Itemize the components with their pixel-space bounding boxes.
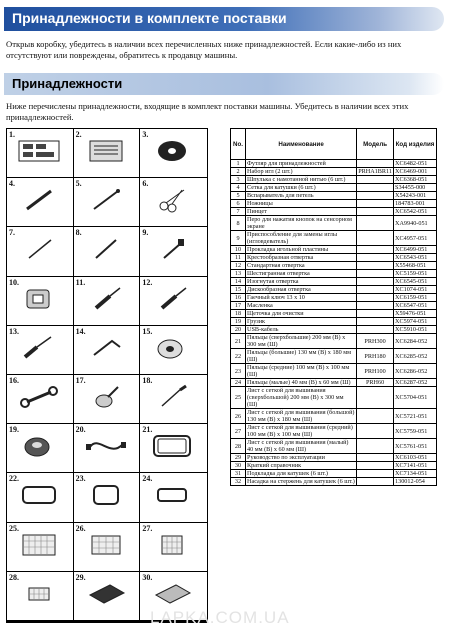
accessory-cell-9 <box>140 227 207 276</box>
cell-number: 4 <box>231 184 246 192</box>
cell-code: XC6368-051 <box>394 176 437 184</box>
table-row <box>231 387 437 409</box>
cell-model <box>357 200 394 208</box>
table-row <box>231 302 437 310</box>
cell-name: Набор игл (2 шт.) <box>246 168 357 176</box>
quick-reference-icon <box>148 581 196 607</box>
item-number: 2. <box>75 130 82 139</box>
cell-model <box>357 302 394 310</box>
cell-name: USB-кабель <box>246 326 357 334</box>
watermark: LAPKA.COM.UA <box>150 608 290 627</box>
item-number: 5. <box>75 179 82 189</box>
cell-name: Лист с сеткой для вышивания (большой) 130 мм (В) x 180 мм (Ш) <box>246 409 357 424</box>
cell-code: 184783-001 <box>394 200 437 208</box>
cell-number: 14 <box>231 278 246 286</box>
accessory-cell-18 <box>140 375 207 424</box>
accessory-cell-29 <box>74 572 141 621</box>
table-row <box>231 262 437 270</box>
table-row <box>231 278 437 286</box>
table-row <box>231 318 437 326</box>
cell-number: 3 <box>231 176 246 184</box>
cell-number: 6 <box>231 200 246 208</box>
cell-number: 16 <box>231 294 246 302</box>
item-number: 28. <box>9 572 19 582</box>
table-row <box>231 246 437 254</box>
disc-screwdriver-icon <box>148 335 196 361</box>
plate-cover-icon <box>15 286 63 312</box>
accessories-table <box>230 128 437 486</box>
accessory-cell-26 <box>74 523 141 572</box>
cell-name: Лист с сеткой для вышивания (малый) 40 мм (В) x 60 мм (Ш) <box>246 439 357 454</box>
cell-number: 10 <box>231 246 246 254</box>
item-number: 10. <box>9 277 19 287</box>
accessory-cell-16 <box>7 375 74 424</box>
item-number: 12. <box>142 277 153 287</box>
cell-code: XC6482-051 <box>394 160 437 168</box>
cell-number: 15 <box>231 286 246 294</box>
table-header-row <box>231 129 437 160</box>
accessory-cell-22 <box>7 473 74 522</box>
cell-name: Пяльцы (сверхбольшие) 200 мм (В) x 300 мм (Ш) <box>246 334 357 349</box>
cell-code: XC6286-052 <box>394 364 437 379</box>
column-header-number: No. <box>231 129 246 160</box>
cell-name: Вспарыватель для петель <box>246 192 357 200</box>
table-row <box>231 409 437 424</box>
cell-name: Пяльцы (средние) 100 мм (В) x 100 мм (Ш) <box>246 364 357 379</box>
item-number: 7. <box>9 228 15 238</box>
cell-model <box>357 478 394 486</box>
weight-icon <box>15 433 63 459</box>
accessory-case-icon <box>15 138 63 164</box>
table-row <box>231 349 437 364</box>
touch-pen-icon <box>82 236 130 262</box>
cell-code: X54243-001 <box>394 192 437 200</box>
grid-sheet-small-icon <box>15 581 63 607</box>
item-number: 9. <box>142 228 149 238</box>
cell-code: XC6284-052 <box>394 334 437 349</box>
table-row <box>231 286 437 294</box>
accessory-cell-2 <box>74 129 141 178</box>
cell-name: Масленка <box>246 302 357 310</box>
cell-number: 28 <box>231 439 246 454</box>
cell-number: 7 <box>231 208 246 216</box>
title-banner <box>4 7 444 31</box>
grid-sheet-medium-icon <box>148 532 196 558</box>
grid-sheet-extra-large-icon <box>15 532 63 558</box>
hoop-medium-icon <box>82 482 130 508</box>
accessory-cell-11 <box>74 277 141 326</box>
table-row <box>231 160 437 168</box>
cell-number: 21 <box>231 334 246 349</box>
accessory-cell-20 <box>74 424 141 473</box>
hoop-large-icon <box>15 482 63 508</box>
cell-code: XC5721-051 <box>394 409 437 424</box>
item-number: 30. <box>142 572 153 582</box>
usb-cable-icon <box>82 433 130 459</box>
table-row <box>231 192 437 200</box>
cell-code: XC7134-051 <box>394 470 437 478</box>
cell-model <box>357 454 394 462</box>
cell-number: 29 <box>231 454 246 462</box>
table-row <box>231 176 437 184</box>
item-number: 24. <box>142 474 153 484</box>
accessory-cell-21 <box>140 424 207 473</box>
l-shaped-screwdriver-icon <box>82 335 130 361</box>
cell-model: PRH100 <box>357 364 394 379</box>
cell-model <box>357 192 394 200</box>
item-number: 20. <box>75 425 86 435</box>
cell-code: XC6159-051 <box>394 294 437 302</box>
needle-set-icon <box>82 138 130 164</box>
table-row <box>231 364 437 379</box>
cell-model <box>357 176 394 184</box>
cell-name: Пяльцы (большие) 130 мм (В) x 180 мм (Ш) <box>246 349 357 364</box>
cell-code: XC4957-051 <box>394 231 437 246</box>
cell-number: 1 <box>231 160 246 168</box>
table-row <box>231 454 437 462</box>
cell-number: 17 <box>231 302 246 310</box>
cell-model <box>357 278 394 286</box>
item-number: 14. <box>75 326 86 336</box>
cell-model <box>357 254 394 262</box>
cell-code: XC6542-051 <box>394 208 437 216</box>
cell-code: XC6285-052 <box>394 349 437 364</box>
cell-name: Краткий справочник <box>246 462 357 470</box>
item-number: 29. <box>75 572 86 582</box>
cell-name: Лист с сеткой для вышивания (сверхбольшой) 200 мм (В) x 300 мм (Ш) <box>246 387 357 409</box>
accessory-cell-24 <box>140 473 207 522</box>
item-number: 13. <box>9 326 19 336</box>
page-title: Принадлежности в комплекте поставки <box>12 10 287 26</box>
item-number: 1. <box>9 130 15 139</box>
cell-number: 20 <box>231 326 246 334</box>
table-row <box>231 168 437 176</box>
cell-number: 12 <box>231 262 246 270</box>
item-number: 19. <box>9 425 19 435</box>
cell-model <box>357 462 394 470</box>
item-number: 27. <box>142 523 153 533</box>
item-number: 21. <box>142 425 153 435</box>
hex-screwdriver-icon <box>15 335 63 361</box>
accessory-cell-1 <box>7 129 74 178</box>
column-header-code: Код изделия <box>394 129 437 160</box>
cell-model <box>357 318 394 326</box>
cell-code: XC6547-051 <box>394 302 437 310</box>
table-row <box>231 231 437 246</box>
cell-code: XC6103-051 <box>394 454 437 462</box>
cell-number: 19 <box>231 318 246 326</box>
item-number: 3. <box>142 130 149 139</box>
accessory-cell-4 <box>7 178 74 227</box>
table-row <box>231 208 437 216</box>
cell-number: 22 <box>231 349 246 364</box>
manual-icon <box>82 581 130 607</box>
cell-code: XC5159-051 <box>394 270 437 278</box>
cell-model <box>357 184 394 192</box>
table-row <box>231 470 437 478</box>
cell-code: X55468-051 <box>394 262 437 270</box>
table-row <box>231 462 437 470</box>
cell-number: 13 <box>231 270 246 278</box>
table-row <box>231 478 437 486</box>
cell-name: Изогнутая отвертка <box>246 278 357 286</box>
accessory-cell-28 <box>7 572 74 621</box>
cell-code: S34455-000 <box>394 184 437 192</box>
accessory-cell-5 <box>74 178 141 227</box>
cell-model <box>357 310 394 318</box>
accessory-cell-17 <box>74 375 141 424</box>
accessory-cell-15 <box>140 326 207 375</box>
accessory-cell-19 <box>7 424 74 473</box>
cell-model <box>357 160 394 168</box>
cell-number: 18 <box>231 310 246 318</box>
table-row <box>231 216 437 231</box>
cell-number: 30 <box>231 462 246 470</box>
cell-name: Лист с сеткой для вышивания (средний) 100 мм (В) x 100 мм (Ш) <box>246 424 357 439</box>
cell-name: Гаечный ключ 13 x 10 <box>246 294 357 302</box>
accessory-cell-13 <box>7 326 74 375</box>
cell-number: 5 <box>231 192 246 200</box>
hoop-extra-large-icon <box>148 433 196 459</box>
cell-code: XC5761-051 <box>394 439 437 454</box>
needle-changer-icon <box>148 236 196 262</box>
cell-code: XC5910-051 <box>394 326 437 334</box>
cell-model <box>357 286 394 294</box>
cell-name: Шпулька с намотанной нитью (6 шт.) <box>246 176 357 184</box>
item-number: 4. <box>9 179 15 189</box>
standard-screwdriver-icon <box>148 286 196 312</box>
accessory-cell-10 <box>7 277 74 326</box>
cell-model: PRHA1BR11 <box>358 168 392 175</box>
accessory-cell-8 <box>74 227 141 276</box>
cell-number: 24 <box>231 379 246 387</box>
cell-model <box>357 262 394 270</box>
cell-number: 9 <box>231 231 246 246</box>
grid-sheet-large-icon <box>82 532 130 558</box>
cell-code: 130012-054 <box>394 478 437 486</box>
cell-model <box>357 470 394 478</box>
item-number: 25. <box>9 523 19 533</box>
cell-name: Прокладка игольной пластины <box>246 246 357 254</box>
cell-number: 23 <box>231 364 246 379</box>
cell-model: PRH60 <box>357 379 394 387</box>
cell-code: XC6543-051 <box>394 254 437 262</box>
bobbin-icon <box>148 138 196 164</box>
cell-name: Приспособление для замены иглы (игловдеватель) <box>246 231 357 246</box>
table-row <box>231 184 437 192</box>
accessory-cell-7 <box>7 227 74 276</box>
seam-ripper-icon <box>82 187 130 213</box>
cell-model <box>357 246 394 254</box>
cell-number: 8 <box>231 216 246 231</box>
table-row <box>231 334 437 349</box>
cell-code: XC1074-051 <box>394 286 437 294</box>
accessory-cell-27 <box>140 523 207 572</box>
accessory-cell-23 <box>74 473 141 522</box>
cell-model <box>357 231 394 246</box>
table-row <box>231 310 437 318</box>
cell-model <box>357 326 394 334</box>
accessory-cell-25 <box>7 523 74 572</box>
accessory-illustration-grid <box>6 128 208 623</box>
table-row <box>231 326 437 334</box>
cell-number: 11 <box>231 254 246 262</box>
cell-model: PRH180 <box>357 349 394 364</box>
cell-model <box>357 387 394 409</box>
cell-model <box>357 439 394 454</box>
section-intro-text: Ниже перечислены принадлежности, входящие в комплект поставки машины. Убедитесь в наличии всех этих принадлежностей. <box>6 101 409 122</box>
cell-code: XC6287-052 <box>394 379 437 387</box>
cell-model <box>357 208 394 216</box>
cell-number: 27 <box>231 424 246 439</box>
table-row <box>231 200 437 208</box>
item-number: 18. <box>142 376 153 385</box>
cleaning-brush-icon <box>148 384 196 410</box>
cell-code: XC5704-051 <box>394 387 437 409</box>
table-row <box>231 439 437 454</box>
cell-name: Щеточка для очистки <box>246 310 357 318</box>
accessory-cell-12 <box>140 277 207 326</box>
cell-code: XC7141-051 <box>394 462 437 470</box>
cell-name: Перо для нажатия кнопок на сенсорном экране <box>246 216 357 231</box>
hoop-small-icon <box>148 482 196 508</box>
wrench-icon <box>15 384 63 410</box>
column-header-name: Наименование <box>246 129 357 160</box>
cell-name: Руководство по эксплуатации <box>246 454 357 462</box>
cell-code: XC5974-051 <box>394 318 437 326</box>
cell-model <box>357 216 394 231</box>
table-row <box>231 294 437 302</box>
cell-name: Стандартная отвертка <box>246 262 357 270</box>
cell-code: XC6499-051 <box>394 246 437 254</box>
section-title: Принадлежности <box>12 76 123 91</box>
cell-number: 25 <box>231 387 246 409</box>
cell-code: X59476-051 <box>394 310 437 318</box>
cell-name: Крестообразная отвертка <box>246 254 357 262</box>
cell-name: Пинцет <box>246 208 357 216</box>
scissors-icon <box>148 187 196 213</box>
cell-model <box>357 294 394 302</box>
cell-name: Дискообразная отвертка <box>246 286 357 294</box>
cell-code: XA9940-051 <box>394 216 437 231</box>
item-number: 17. <box>75 376 86 385</box>
item-number: 22. <box>9 474 19 484</box>
accessory-cell-6 <box>140 178 207 227</box>
item-number: 16. <box>9 376 19 385</box>
cell-model <box>357 424 394 439</box>
item-number: 15. <box>142 326 153 336</box>
cell-model <box>357 270 394 278</box>
table-row <box>231 379 437 387</box>
cell-name: Футляр для принадлежностей <box>246 160 357 168</box>
section-banner <box>4 73 444 95</box>
cell-name: Сетка для катушки (6 шт.) <box>246 184 357 192</box>
oiler-icon <box>82 384 130 410</box>
cell-number: 32 <box>231 478 246 486</box>
intro-text: Открыв коробку, убедитесь в наличии всех перечисленных ниже принадлежностей. Если какие-либо из них отсутствуют или повреждены, обратитесь к продавцу машины. <box>6 39 402 60</box>
cell-number: 31 <box>231 470 246 478</box>
table-row <box>231 254 437 262</box>
item-number: 8. <box>75 228 82 238</box>
phillips-screwdriver-icon <box>82 286 130 312</box>
cell-name: Насадка на стержень для катушек (6 шт.) <box>247 478 355 485</box>
tweezers-icon <box>15 236 63 262</box>
cell-code: XC6469-001 <box>394 168 437 176</box>
cell-name: Грузик <box>246 318 357 326</box>
item-number: 26. <box>75 523 86 533</box>
cell-number: 26 <box>231 409 246 424</box>
cell-name: Пяльцы (малые) 40 мм (В) x 60 мм (Ш) <box>246 379 357 387</box>
spool-net-icon <box>15 187 63 213</box>
item-number: 23. <box>75 474 86 484</box>
table-row <box>231 424 437 439</box>
accessory-cell-14 <box>74 326 141 375</box>
cell-number: 2 <box>231 168 246 176</box>
cell-name: Шестигранная отвертка <box>246 270 357 278</box>
item-number: 11. <box>75 277 86 287</box>
item-number: 6. <box>142 179 149 189</box>
cell-model: PRH300 <box>357 334 394 349</box>
column-header-model: Модель <box>357 129 394 160</box>
cell-name: Ножницы <box>246 200 357 208</box>
accessory-cell-3 <box>140 129 207 178</box>
cell-code: XC6545-051 <box>394 278 437 286</box>
cell-name: Подкладка для катушек (6 шт.) <box>246 470 357 478</box>
accessory-cell-31 <box>7 621 74 622</box>
cell-code: XC5759-051 <box>394 424 437 439</box>
cell-model <box>357 409 394 424</box>
table-row <box>231 270 437 278</box>
table-body <box>231 160 437 486</box>
